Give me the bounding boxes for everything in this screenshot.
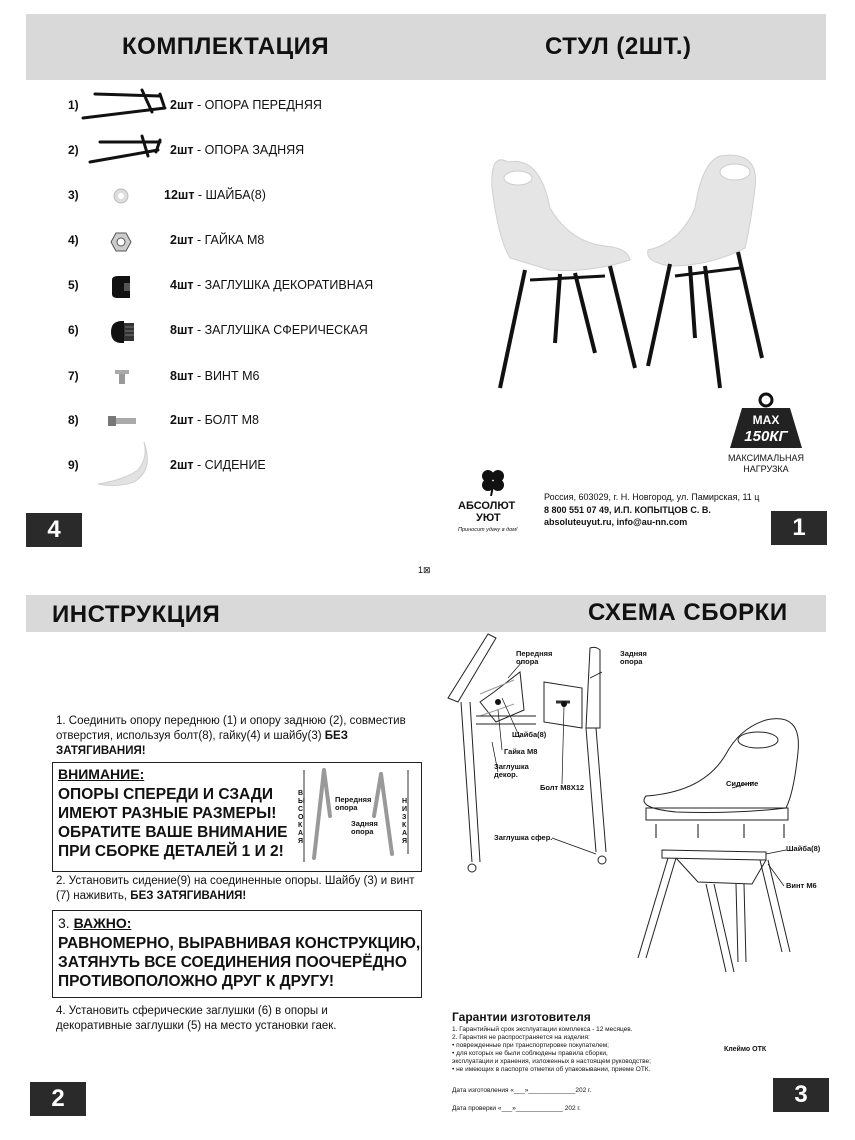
rear-support-icon — [86, 132, 166, 166]
item-label — [170, 233, 264, 247]
attention-line: ПРИ СБОРКЕ ДЕТАЛЕЙ 1 И 2! — [58, 843, 284, 860]
max-caption-1: МАКСИМАЛЬНАЯ — [727, 453, 805, 463]
important-lines — [58, 934, 420, 991]
screw-icon — [112, 368, 132, 386]
scheme-decor-cap: Заглушка декор. — [494, 762, 529, 779]
scheme-rear-support: Задняя опора — [620, 649, 647, 666]
max-label: MAX — [752, 413, 780, 427]
warranty-made-date: Дата изготовления «___»_____________202 г. — [452, 1087, 592, 1094]
attention-line: ОБРАТИТЕ ВАШЕ ВНИМАНИЕ — [58, 824, 288, 841]
header-instruction: ИНСТРУКЦИЯ — [52, 601, 221, 628]
item-name: - БОЛТ М8 — [193, 413, 259, 427]
brand-name-1: АБСОЛЮТ — [458, 500, 516, 512]
assembly-scheme-drawing — [436, 632, 836, 972]
item-label — [170, 278, 373, 292]
front-support-icon — [80, 88, 170, 124]
warranty-line: • поврежденные при транспортировке покупателем; — [452, 1042, 609, 1049]
item-qty: 2шт — [170, 233, 194, 247]
warranty-line: • не имеющих в паспорте отметки об упаковывании, приеме ОТК. — [452, 1066, 651, 1073]
item-number: 1) — [68, 98, 79, 112]
item-qty: 2шт — [170, 458, 194, 472]
item-name: - ЗАГЛУШКА СФЕРИЧЕСКАЯ — [193, 323, 368, 337]
step-1-text: 1. Соединить опору переднюю (1) и опору заднюю (2), совместив отверстия, используя болт(8), гайку(4) и шайбу(3) — [56, 715, 406, 742]
scheme-bolt: Болт М8Х12 — [540, 783, 585, 792]
attention-line: ИМЕЮТ РАЗНЫЕ РАЗМЕРЫ! — [58, 805, 277, 822]
warranty-check-date: Дата проверки «___»_____________ 202 г. — [452, 1105, 581, 1112]
item-number: 6) — [68, 323, 79, 337]
item-label — [170, 369, 259, 383]
scheme-washer: Шайба(8) — [512, 730, 547, 739]
important-line: ЗАТЯНУТЬ ВСЕ СОЕДИНЕНИЯ ПООЧЕРЁДНО — [58, 954, 407, 971]
sheet-mark: 1⊠ — [418, 565, 431, 575]
max-caption-2: НАГРУЗКА — [743, 464, 789, 474]
clover-logo-icon — [478, 466, 508, 496]
warranty-stamp: Клеймо ОТК — [724, 1046, 767, 1053]
header-assembly-scheme: СХЕМА СБОРКИ — [588, 599, 788, 626]
diagram-rear-label: Задняя опора — [351, 819, 378, 836]
step-2-text: 2. Установить сидение(9) на соединенные опоры. Шайбу (3) и винт (7) наживить, — [56, 875, 415, 902]
step-2-bold: БЕЗ ЗАТЯГИВАНИЯ! — [130, 890, 247, 902]
step-4: 4. Установить сферические заглушки (6) в опоры и декоративные заглушки (5) на место установки гаек. — [56, 1005, 337, 1032]
item-name: - ВИНТ М6 — [193, 369, 260, 383]
item-label — [170, 323, 368, 337]
important-line: РАВНОМЕРНО, ВЫРАВНИВАЯ КОНСТРУКЦИЮ, — [58, 935, 421, 952]
item-name: - ГАЙКА М8 — [193, 233, 265, 247]
header-completeness: КОМПЛЕКТАЦИЯ — [122, 33, 330, 60]
item-number: 4) — [68, 233, 79, 247]
important-title-text: ВАЖНО: — [73, 915, 132, 931]
warranty-line: эксплуатации и хранения, изложенных в настоящем руководстве; — [452, 1058, 651, 1065]
nut-icon — [110, 232, 132, 252]
warranty-title: Гарантии изготовителя — [452, 1010, 591, 1024]
decor-cap-icon — [108, 274, 134, 300]
item-name: - ЗАГЛУШКА ДЕКОРАТИВНАЯ — [193, 278, 374, 292]
item-number: 7) — [68, 369, 79, 383]
seat-icon — [94, 440, 160, 490]
item-label — [170, 458, 266, 472]
step-1-bold: БЕЗ ЗАТЯГИВАНИЯ! — [56, 730, 348, 757]
item-name: - ШАЙБА(8) — [194, 188, 266, 202]
warranty-lines — [452, 1026, 722, 1074]
warranty-line: 2. Гарантия не распространяется на изделия: — [452, 1034, 590, 1041]
attention-title: ВНИМАНИЕ: — [58, 766, 145, 782]
page-number-3: 3 — [773, 1078, 829, 1112]
item-qty: 2шт — [170, 413, 194, 427]
sphere-cap-icon — [108, 319, 136, 345]
contact-address: Россия, 603029, г. Н. Новгород, ул. Памирская, 11 ц — [544, 492, 760, 502]
height-high-label: ВЫСОКАЯ — [298, 790, 305, 845]
item-label — [164, 188, 266, 202]
item-qty: 4шт — [170, 278, 194, 292]
item-label — [170, 413, 259, 427]
item-name: - ОПОРА ПЕРЕДНЯЯ — [193, 98, 322, 112]
item-label — [170, 143, 304, 157]
scheme-washer-8: Шайба(8) — [786, 844, 821, 853]
item-number: 2) — [68, 143, 79, 157]
washer-icon — [112, 187, 130, 205]
item-qty: 2шт — [170, 98, 194, 112]
item-label — [170, 98, 322, 112]
attention-lines — [58, 785, 287, 861]
item-qty: 12шт — [164, 188, 195, 202]
important-title-num: 3. — [58, 915, 74, 931]
important-title — [58, 915, 131, 931]
support-height-diagram — [296, 766, 418, 866]
brand-slogan: Приносит удачу в дом! — [458, 527, 518, 533]
scheme-seat: Сидение — [726, 779, 759, 788]
warranty-line: 1. Гарантийный срок эксплуатации комплекса - 12 месяцев. — [452, 1026, 633, 1033]
page-number-1: 1 — [771, 511, 827, 545]
step-2 — [56, 874, 428, 904]
item-name: - СИДЕНИЕ — [193, 458, 266, 472]
item-number: 9) — [68, 458, 79, 472]
item-number: 8) — [68, 413, 79, 427]
item-name: - ОПОРА ЗАДНЯЯ — [193, 143, 305, 157]
item-qty: 8шт — [170, 369, 194, 383]
item-qty: 8шт — [170, 323, 194, 337]
chairs-illustration — [480, 148, 780, 398]
height-low-label: НИЗКАЯ — [402, 798, 408, 845]
brand-name-2: УЮТ — [476, 512, 501, 524]
contact-web: absoluteuyut.ru, info@au-nn.com — [544, 517, 688, 527]
scheme-front-support: Передняя опора — [516, 649, 553, 666]
warranty-line: • для которых не были соблюдены правила сборки, — [452, 1050, 608, 1057]
item-number: 5) — [68, 278, 79, 292]
contact-phone: 8 800 551 07 49, И.П. КОПЫТЦОВ С. В. — [544, 505, 711, 515]
item-qty: 2шт — [170, 143, 194, 157]
page-number-2: 2 — [30, 1082, 86, 1116]
important-line: ПРОТИВОПОЛОЖНО ДРУГ К ДРУГУ! — [58, 973, 334, 990]
item-number: 3) — [68, 188, 79, 202]
max-value: 150КГ — [744, 428, 788, 445]
diagram-front-label: Передняя опора — [335, 795, 372, 812]
page-number-4: 4 — [26, 513, 82, 547]
scheme-screw: Винт М6 — [786, 881, 817, 890]
attention-line: ОПОРЫ СПЕРЕДИ И СЗАДИ — [58, 786, 274, 803]
scheme-sphere-cap: Заглушка сфер. — [494, 833, 553, 842]
scheme-nut: Гайка М8 — [504, 747, 538, 756]
step-1 — [56, 714, 426, 759]
header-chair: СТУЛ (2ШТ.) — [545, 33, 692, 60]
bolt-icon — [106, 413, 138, 429]
